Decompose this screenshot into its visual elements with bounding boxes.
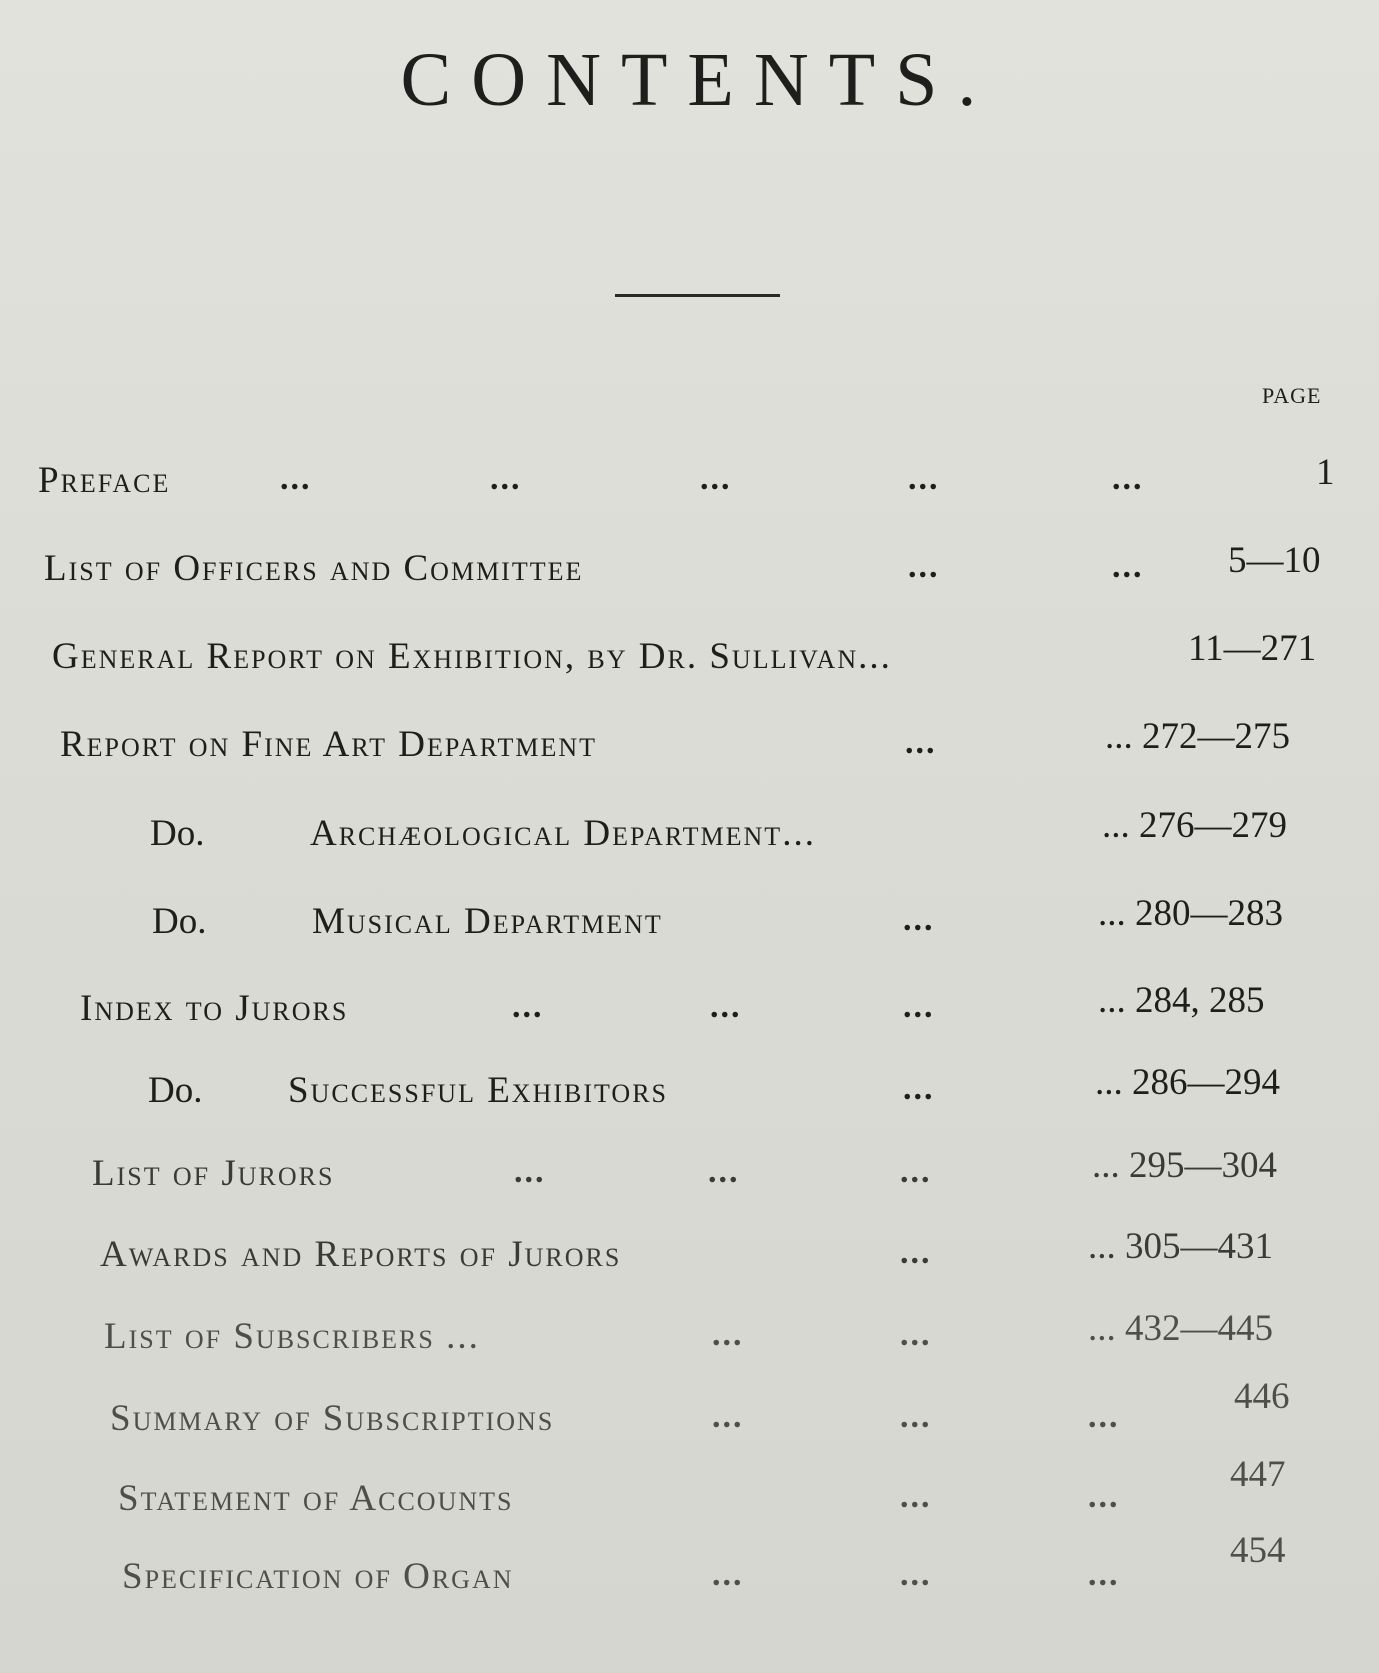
entry-label: Specification of Organ: [122, 1556, 514, 1597]
leader-dots: ...: [280, 460, 312, 497]
leader-dots: ...: [712, 1556, 744, 1593]
leader-dots: ...: [712, 1316, 744, 1353]
leader-dots: ...: [908, 460, 940, 497]
toc-entry-statement: [0, 1454, 1379, 1540]
entry-page: ... 284, 285: [1098, 980, 1265, 1021]
leader-dots: ...: [903, 1070, 935, 1107]
page-title: CONTENTS.: [400, 38, 997, 122]
leader-dots: ...: [514, 1153, 546, 1190]
leader-dots: ...: [900, 1556, 932, 1593]
ditto-mark: Do.: [150, 813, 205, 854]
entry-page: 447: [1230, 1454, 1286, 1495]
toc-entry-archaeological: [0, 805, 1379, 875]
entry-label: Summary of Subscriptions: [110, 1398, 555, 1439]
ditto-mark: Do.: [152, 901, 207, 942]
leader-dots: ...: [903, 901, 935, 938]
leader-dots: ...: [900, 1234, 932, 1271]
leader-dots: ...: [900, 1316, 932, 1353]
leader-dots: ...: [708, 1153, 740, 1190]
entry-page: ... 272—275: [1105, 716, 1290, 757]
toc-entry-preface: [0, 452, 1379, 522]
leader-dots: ...: [900, 1153, 932, 1190]
entry-label: List of Subscribers ...: [104, 1316, 480, 1357]
leader-dots: ...: [903, 988, 935, 1025]
toc-entry-officers: [0, 540, 1379, 610]
leader-dots: ...: [1112, 548, 1144, 585]
entry-label: List of Jurors: [92, 1153, 335, 1194]
toc-entry-organ: [0, 1530, 1379, 1618]
toc-entry-subscribers: [0, 1308, 1379, 1378]
entry-page: ... 276—279: [1102, 805, 1287, 846]
title-rule: [615, 294, 780, 297]
toc-entry-general-report: [0, 628, 1379, 698]
leader-dots: ...: [490, 460, 522, 497]
page-column-label: PAGE: [1262, 383, 1322, 408]
entry-page: ... 295—304: [1092, 1145, 1277, 1186]
entry-label: Awards and Reports of Jurors: [100, 1234, 622, 1275]
entry-page: ... 280—283: [1098, 893, 1283, 934]
entry-label: List of Officers and Committee: [44, 548, 584, 589]
ditto-mark: Do.: [148, 1070, 203, 1111]
toc-entry-awards: [0, 1226, 1379, 1296]
entry-page: 454: [1230, 1530, 1286, 1571]
leader-dots: ...: [900, 1478, 932, 1515]
leader-dots: ...: [900, 1398, 932, 1435]
leader-dots: ...: [1112, 460, 1144, 497]
entry-label: Musical Department: [312, 901, 663, 942]
toc-entry-index-jurors: [0, 980, 1379, 1050]
entry-page: ... 305—431: [1088, 1226, 1273, 1267]
toc-entry-summary: [0, 1376, 1379, 1460]
entry-page: 11—271: [1188, 628, 1317, 669]
leader-dots: ...: [710, 988, 742, 1025]
entry-label: Preface: [38, 460, 171, 501]
entry-label: Statement of Accounts: [118, 1478, 514, 1519]
leader-dots: ...: [712, 1398, 744, 1435]
leader-dots: ...: [905, 724, 937, 761]
entry-page: ... 286—294: [1095, 1062, 1280, 1103]
leader-dots: ...: [908, 548, 940, 585]
entry-page: 446: [1234, 1376, 1290, 1417]
leader-dots: ...: [1088, 1398, 1120, 1435]
toc-entry-fine-art: [0, 716, 1379, 786]
entry-label: General Report on Exhibition, by Dr. Sullivan...: [52, 636, 892, 677]
toc-entry-list-jurors: [0, 1145, 1379, 1215]
leader-dots: ...: [1088, 1556, 1120, 1593]
entry-page: ... 432—445: [1088, 1308, 1273, 1349]
leader-dots: ...: [1088, 1478, 1120, 1515]
leader-dots: ...: [700, 460, 732, 497]
toc-entry-musical: [0, 893, 1379, 963]
entry-page: 1: [1316, 452, 1335, 493]
entry-label: Successful Exhibitors: [288, 1070, 669, 1111]
entry-label: Index to Jurors: [80, 988, 349, 1029]
entry-label: Archæological Department...: [310, 813, 816, 854]
entry-page: 5—10: [1228, 540, 1321, 581]
toc-entry-successful-exhibitors: [0, 1062, 1379, 1132]
leader-dots: ...: [512, 988, 544, 1025]
entry-label: Report on Fine Art Department: [60, 724, 598, 765]
